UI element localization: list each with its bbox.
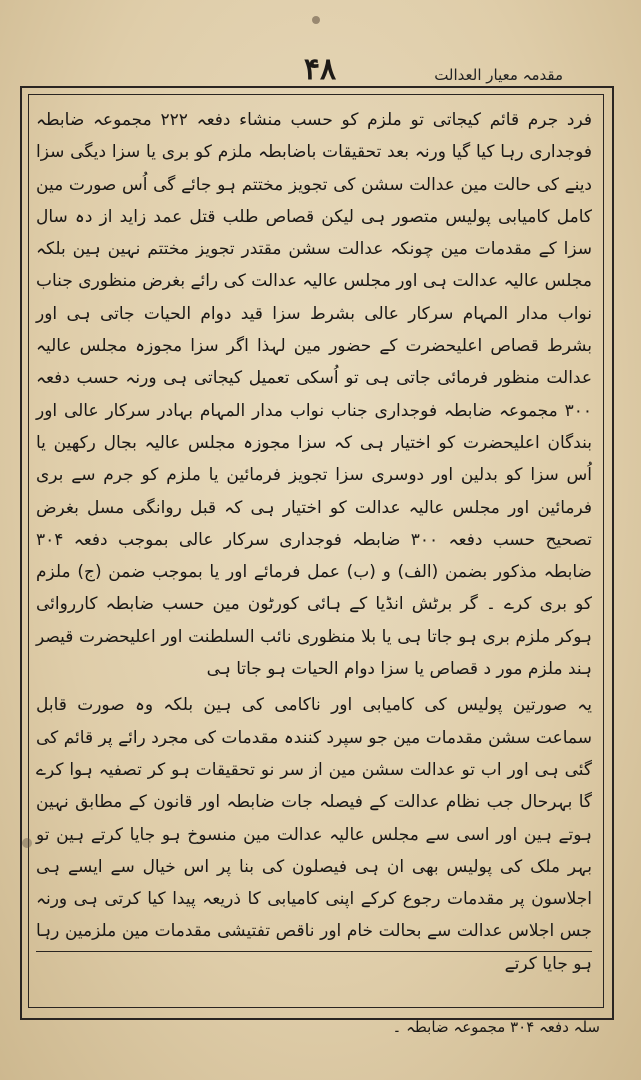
body-text [36,104,592,980]
footnote: سلہ دفعہ ۳۰۴ مجموعہ ضابطہ ۔ [392,1018,600,1036]
page-number: ۴۸ [303,52,337,87]
binding-hole [312,16,320,24]
running-head: مقدمہ معیار العدالت [434,66,563,84]
paragraph-2: یہ صورتین پولیس کی کامیابی اور ناکامی کی ہین بلکہ وہ صورت قابل سماعت سشن مقدمات مین جو سپرد کنندہ مقدمات کی مجرد رائے پر قائم کی گئی ہی اور اب تو عدالت سشن مین از سر نو تحقیقات ہو کر تصفیہ ہوا کرے گا بہرحال جب نظام عدالت کے فیصلہ جات ضابطہ اور قانون کے مطابق نہین ہوتے ہین اور اسی سے مجلس عالیہ عدالت مین منسوخ ہو جایا کرتے ہین تو بہر ملک کی پولیس بھی ان ہی فیصلون کی بنا پر اس خیال سے ایسے ہی اجلاسون پر مقدمات رجوع کرکے اپنی کامیابی کا ذریعہ پیدا کیا کرتی ہی ورنہ جس اجلاس عدالت سے بحالت خام اور ناقص تفتیشی مقدمات مین ملزمین رہا ہو جایا کرتے [36,695,592,974]
footnote-rule [36,951,592,952]
footnote-marker-dot [22,838,32,848]
paragraph-1: فرد جرم قائم کیجاتی تو ملزم کو حسب منشاء دفعہ ۲۲۲ مجموعہ ضابطہ فوجداری رہا کیا گیا ورنہ بعد تحقیقات باضابطہ ملزم کو بری یا سزا دیگی سزا دینے کی حالت مین عدالت سشن کی تجویز مختتم ہو جائے گی اُس صورت مین کامل کامیابی پولیس متصور ہی لیکن قصاص طلب قتل عمد زاید از دہ سال سزا کے مقدمات مین چونکہ عدالت سشن مقتدر تجویز مختتم نہین ہین بلکہ مجلس عالیہ عدالت ہی اور مجلس عالیہ عدالت کی رائے بغرض منظوری جناب نواب مدار المہام سرکار عالی بشرط سزا قید دوام الحیات جاتی ہی اور بشرط قصاص اعلیحضرت کے حضور مین لہذا اگر سزا مجوزہ مجلس عالیہ عدالت منظور فرمائی جاتی ہی تو اُسکی تعمیل کیجاتی ہی ورنہ حسب دفعہ ۳۰۰ مجموعہ ضابطہ فوجداری جناب نواب مدار المہام بہادر سرکار عالی اور بندگان اعلیحضرت کو اختیار ہی کہ سزا مجوزہ مجلس عالیہ بجال رکھین یا اُس سزا کو بدلین اور دوسری سزا تجویز فرمائین یا ملزم کو جرم سے بری فرمائین اور مجلس عالیہ عدالت کو اختیار ہی کہ قبل روانگی مسل بغرض تصحیح حسب دفعہ ۳۰۰ ضابطہ فوجداری سرکار عالی بموجب دفعہ ۳۰۴ ضابطہ مذکور بضمن (الف) و (ب) عمل فرمائے اور یا بموجب ضمن (ج) ملزم کو بری کرے ۔ گر برٹش انڈیا کے ہائی کورٹون مین حسب ضابطہ کارروائی ہوکر ملزم بری ہو جاتا ہی یا بلا منظوری نائب السلطنت اور اعلیحضرت قیصر ہند ملزم مور د قصاص یا سزا دوام الحیات ہو جاتا ہی [36,110,592,680]
